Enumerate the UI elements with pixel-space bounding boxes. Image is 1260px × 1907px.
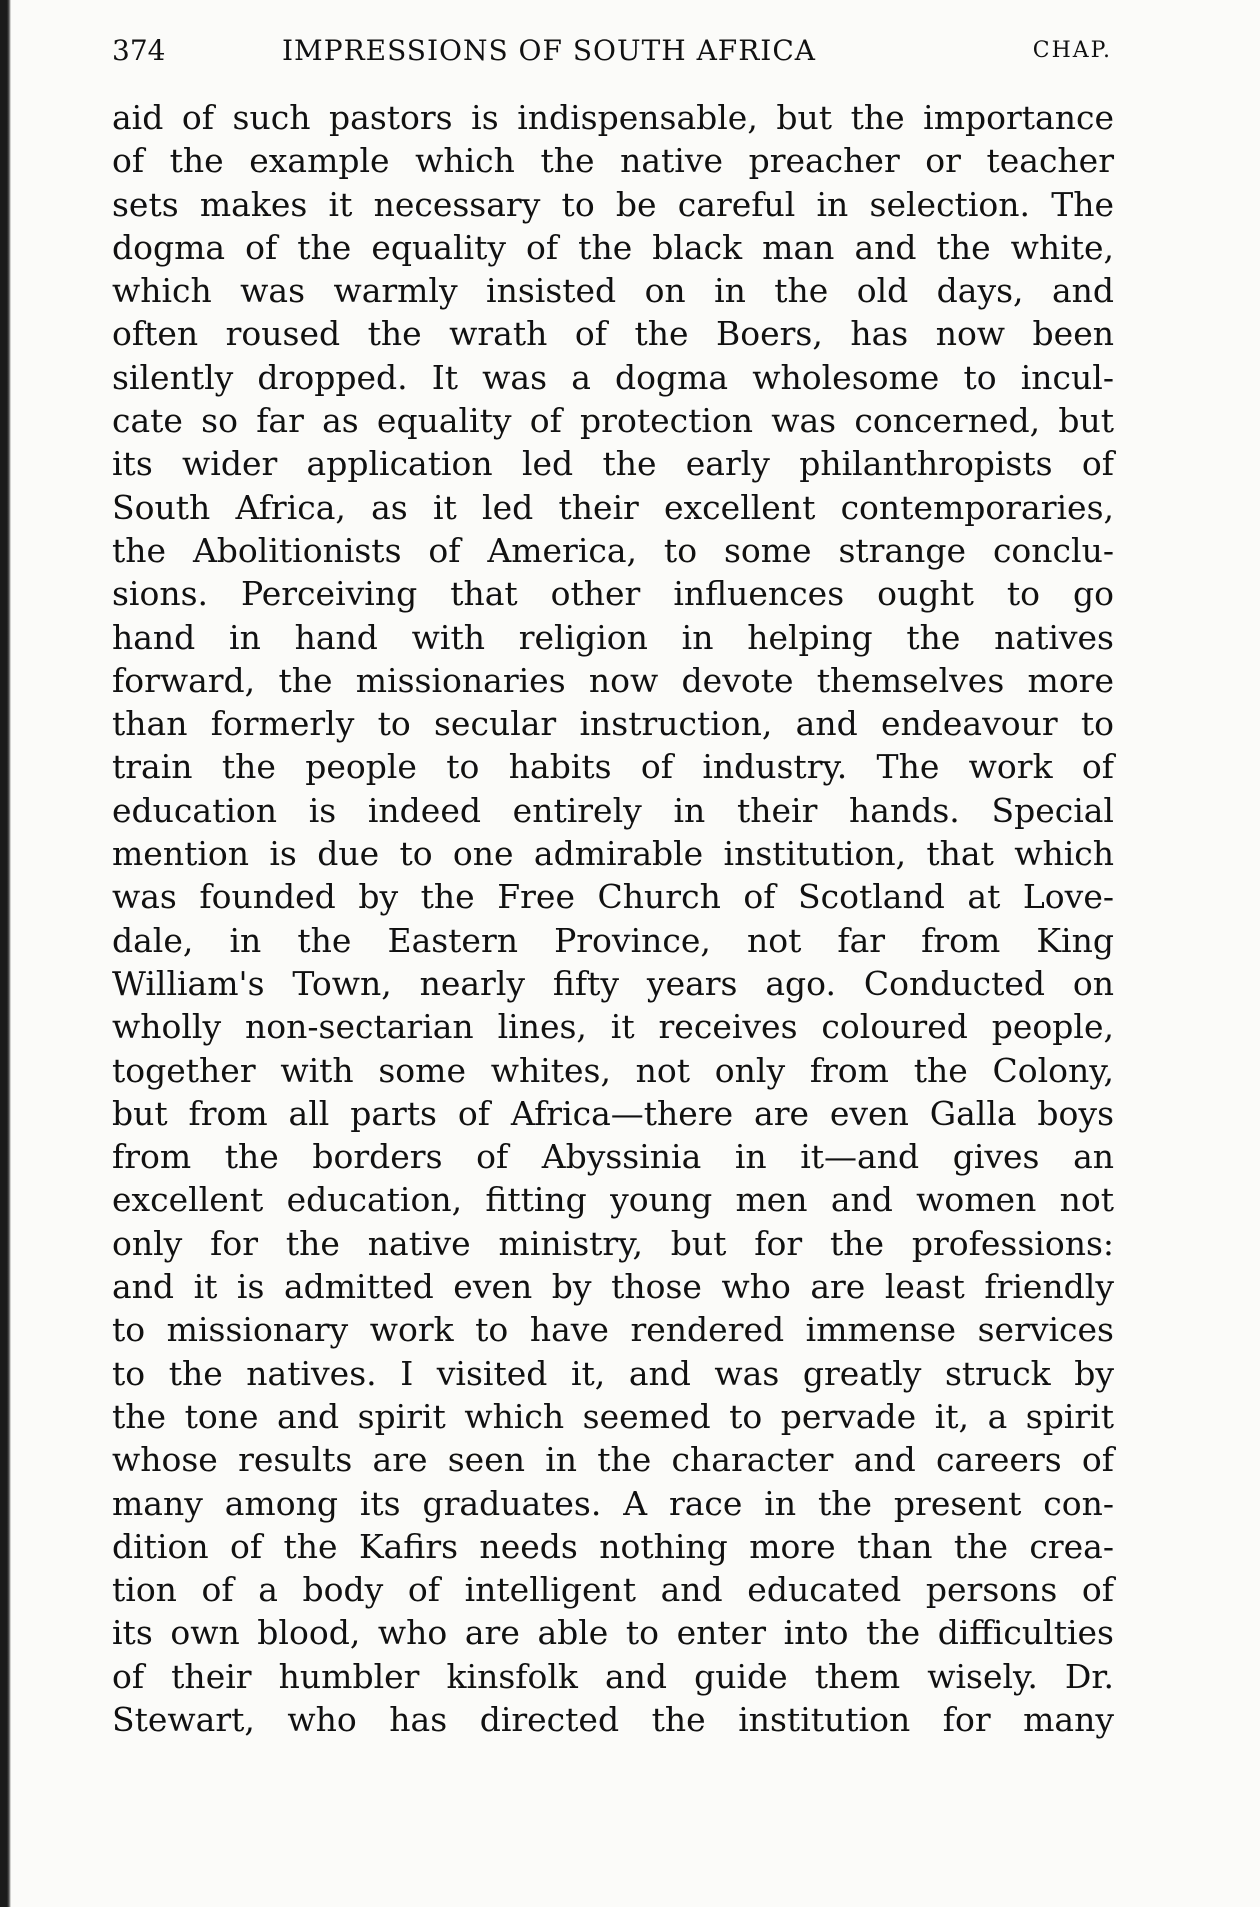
text-line: and it is admitted even by those who are least friendly [112,1267,1114,1307]
text-line: of their humbler kinsfolk and guide them wisely. Dr. [112,1656,1114,1696]
running-title: IMPRESSIONS OF SOUTH AFRICA [282,34,817,67]
page-number: 374 [112,34,166,67]
text-line: wholly non-sectarian lines, it receives coloured people, [112,1007,1114,1047]
text-line: train the people to habits of industry. The work of [112,747,1114,787]
text-line: sets makes it necessary to be careful in selection. The [112,184,1114,224]
text-line: aid of such pastors is indispensable, but the importance [112,98,1114,137]
text-line: its wider application led the early philanthropists of [112,444,1114,484]
text-line: its own blood, who are able to enter into the difficulties [112,1613,1114,1653]
text-line: together with some whites, not only from the Colony, [112,1050,1114,1090]
text-line: the Abolitionists of America, to some strange conclu- [112,530,1114,570]
text-line: from the borders of Abyssinia in it—and gives an [112,1137,1114,1177]
text-line: silently dropped. It was a dogma wholesome to incul- [112,357,1114,397]
text-line: the tone and spirit which seemed to pervade it, a spirit [112,1396,1114,1436]
text-line: to missionary work to have rendered immense services [112,1310,1114,1350]
text-line: sions. Perceiving that other influences ought to go [112,574,1114,614]
text-line: William's Town, nearly fifty years ago. Conducted on [112,963,1114,1003]
text-line: which was warmly insisted on in the old days, and [112,271,1114,311]
text-line: but from all parts of Africa—there are even Galla boys [112,1093,1114,1133]
text-line: many among its graduates. A race in the present con- [112,1483,1114,1523]
text-line: education is indeed entirely in their hands. Special [112,790,1114,830]
text-line: dition of the Kafirs needs nothing more than the crea- [112,1526,1114,1566]
text-line: Stewart, who has directed the institution for many [112,1699,1114,1739]
running-head [112,34,1112,74]
text-line: excellent education, fitting young men and women not [112,1180,1114,1220]
text-line: South Africa, as it led their excellent contemporaries, [112,487,1114,527]
chapter-label: CHAP. [1032,38,1112,63]
text-line: cate so far as equality of protection was concerned, but [112,401,1114,441]
text-line: forward, the missionaries now devote themselves more [112,660,1114,700]
text-line: dale, in the Eastern Province, not far from King [112,920,1114,960]
text-line: only for the native ministry, but for the professions: [112,1223,1114,1263]
text-line: of the example which the native preacher or teacher [112,141,1114,181]
text-line: tion of a body of intelligent and educated persons of [112,1570,1114,1610]
text-line: to the natives. I visited it, and was greatly struck by [112,1353,1114,1393]
text-line: dogma of the equality of the black man and the white, [112,227,1114,267]
text-line: was founded by the Free Church of Scotland at Love- [112,877,1114,917]
body-text [112,96,1114,1741]
text-line: often roused the wrath of the Boers, has now been [112,314,1114,354]
text-line: hand in hand with religion in helping the natives [112,617,1114,657]
page-binding-edge [0,0,11,1907]
text-line: mention is due to one admirable institution, that which [112,834,1114,874]
text-line: than formerly to secular instruction, and endeavour to [112,704,1114,744]
text-line: whose results are seen in the character and careers of [112,1440,1114,1480]
